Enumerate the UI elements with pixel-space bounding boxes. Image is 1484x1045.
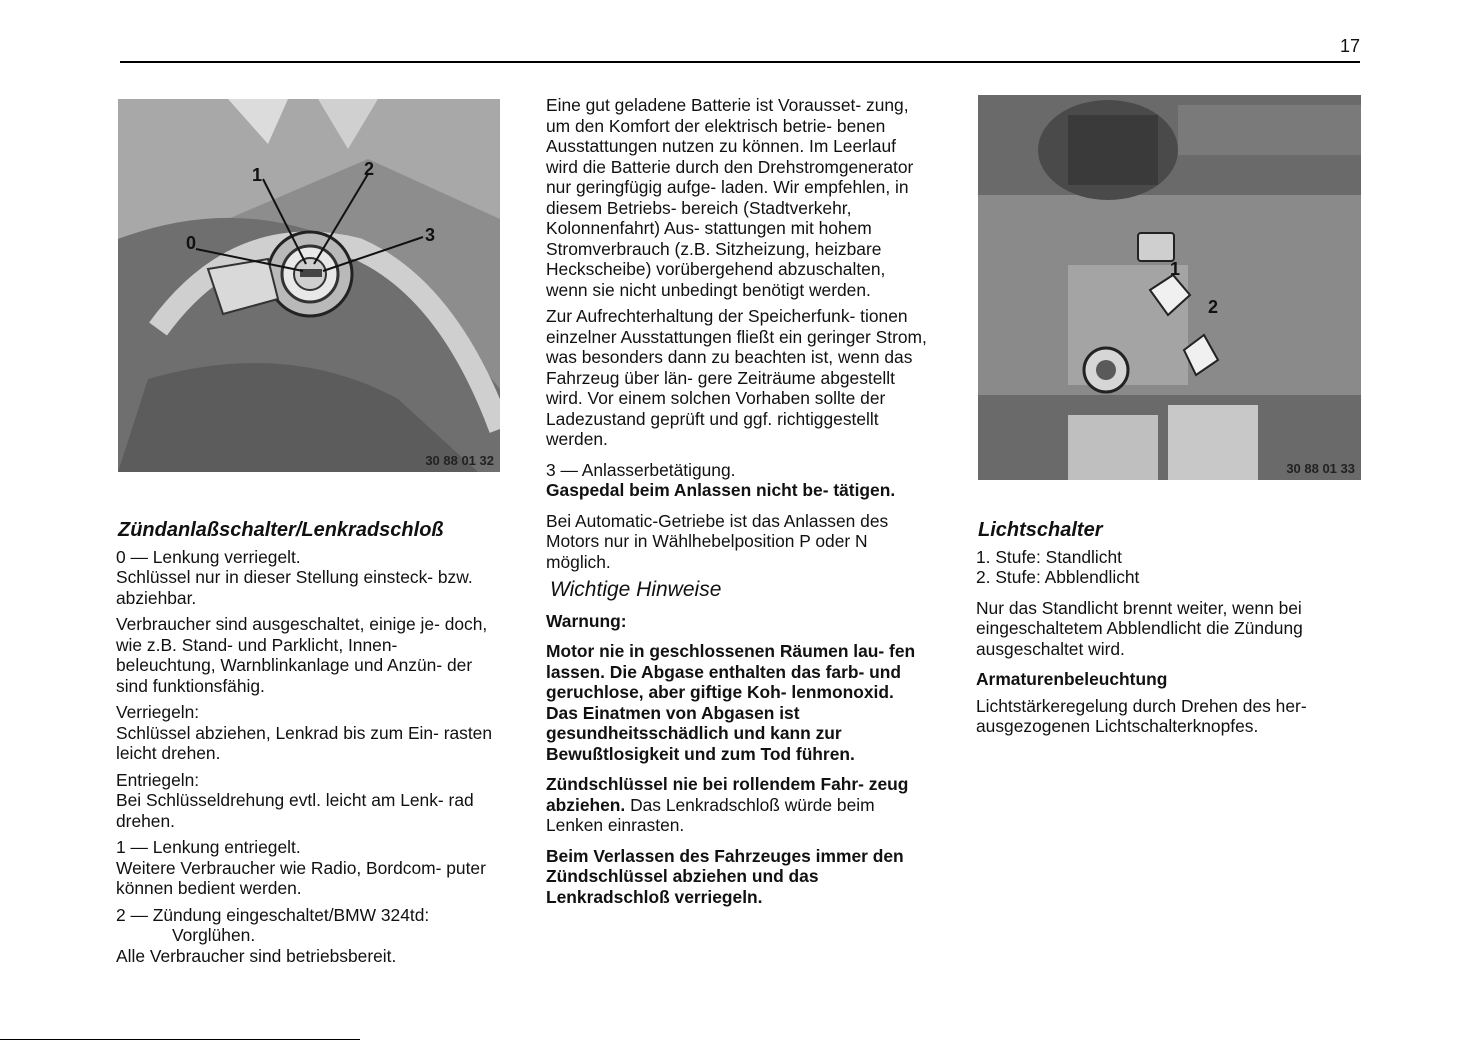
figure1-label-3: 3 [425,225,436,245]
ignition-section [116,520,498,966]
warning-label: Warnung: [546,610,627,631]
parking-light-text: Nur das Standlicht brennt weiter, wenn bei eingeschaltetem Abblendlicht die Zündung ausgeschaltet wird. [976,597,1303,659]
key-rolling-rest: Das Lenkradschloß würde beim Lenken einrasten. [546,794,875,835]
further-consumers-text: Weitere Verbraucher wie Radio, Bordcom- puter können bedient werden. [116,857,486,898]
consumers-off-text: Verbraucher sind ausgeschaltet, einige je- doch, wie z.B. Stand- und Parklicht, Innen- beleuchtung, Warnblinkanlage und Anzün- der sind funktionsfähig. [116,614,488,696]
light-switch-title: Lichtschalter [978,519,1103,541]
key-rolling-text [546,774,928,836]
lock-label: Verriegeln: [116,702,200,722]
figure2-code: 30 88 01 33 [1286,461,1355,476]
key-rolling-bold: Zündschlüssel nie bei rollendem Fahr- zeug abziehen. [546,774,909,815]
light-switch-figure [978,95,1361,480]
lock-text: Schlüssel abziehen, Lenkrad bis zum Ein- rasten leicht drehen. [116,722,493,763]
figure2-label-2: 2 [1208,297,1219,317]
important-notes-title: Wichtige Hinweise [550,578,722,601]
position-0-text: 0 — Lenkung verriegelt. [116,546,301,567]
stage-1-text: 1. Stufe: Standlicht [976,546,1122,567]
instrument-lighting-text: Lichtstärkeregelung durch Drehen des her- ausgezogenen Lichtschalterknopfes. [976,695,1307,736]
stage-2-text: 2. Stufe: Abblendlicht [976,567,1140,587]
position-1-text: 1 — Lenkung entriegelt. [116,837,301,857]
accelerator-warning: Gaspedal beim Anlassen nicht be- tätigen. [546,480,896,500]
unlock-label: Entriegeln: [116,769,200,790]
exhaust-warning-text: Motor nie in geschlossenen Räumen lau- fen lassen. Die Abgase enthalten das farb- und geruchlose, aber giftige Koh- lenmonoxid. Das Einatmen von Abgasen ist gesundheitsschädlich und kann zur Bewußtlosigkeit und zum Tod führen. [546,641,916,764]
position-2-text: 2 — Zündung eingeschaltet/BMW 324td: [116,904,430,925]
light-switch-illustration [978,95,1361,480]
preglow-text: Vorglühen. [172,925,256,945]
page-number: 17 [1339,36,1360,56]
figure1-code: 30 88 01 32 [425,453,494,468]
figure1-label-2: 2 [364,159,375,179]
figure1-label-1: 1 [252,165,263,185]
position-3-text: 3 — Anlasserbetätigung. [546,459,736,480]
memory-paragraph: Zur Aufrechterhaltung der Speicherfunk- tionen einzelner Ausstattungen fließt ein geringer Strom, was besonders dann zu beachten ist, wenn das Fahrzeug über län- gere Zeiträume abgestellt wird. Vor einem solchen Vorhaben sollte der Ladezustand geprüft und ggf. richtiggestellt werden. [546,306,927,449]
unlock-text: Bei Schlüsseldrehung evtl. leicht am Lenk- rad drehen. [116,790,474,831]
ignition-switch-figure [118,99,500,472]
figure1-label-0: 0 [186,233,197,253]
battery-section [546,95,928,907]
instrument-lighting-title: Armaturenbeleuchtung [976,669,1168,689]
leave-vehicle-text: Beim Verlassen des Fahrzeuges immer den Zündschlüssel abziehen und das Lenkradschloß verriegeln. [546,845,904,907]
light-switch-section [976,520,1361,737]
figure2-label-1: 1 [1170,259,1181,279]
key-removal-text: Schlüssel nur in dieser Stellung einsteck- bzw. abziehbar. [116,567,473,608]
all-consumers-text: Alle Verbraucher sind betriebsbereit. [116,945,397,966]
ignition-switch-illustration [118,99,500,472]
battery-paragraph: Eine gut geladene Batterie ist Vorausset- zung, um den Komfort der elektrisch betrie- benen Ausstattungen nutzen zu können. Im Leerlauf wird die Batterie durch den Drehstromgenerator nur geringfügig aufge- laden. Wir empfehlen, in diesem Betriebs- bereich (Stadtverkehr, Kolonnenfahrt) Aus- stattungen mit hohem Stromverbrauch (z.B. Sitzheizung, heizbare Heckscheibe) vorübergehend abzuschalten, wenn sie nicht unbedingt benötigt werden. [546,95,914,300]
ignition-section-title: Zündanlaßschalter/Lenkradschloß [118,519,444,541]
top-rule [120,61,1360,63]
automatic-text: Bei Automatic-Getriebe ist das Anlassen des Motors nur in Wählhebelposition P oder N möglich. [546,510,889,572]
bottom-rule [0,1039,360,1040]
